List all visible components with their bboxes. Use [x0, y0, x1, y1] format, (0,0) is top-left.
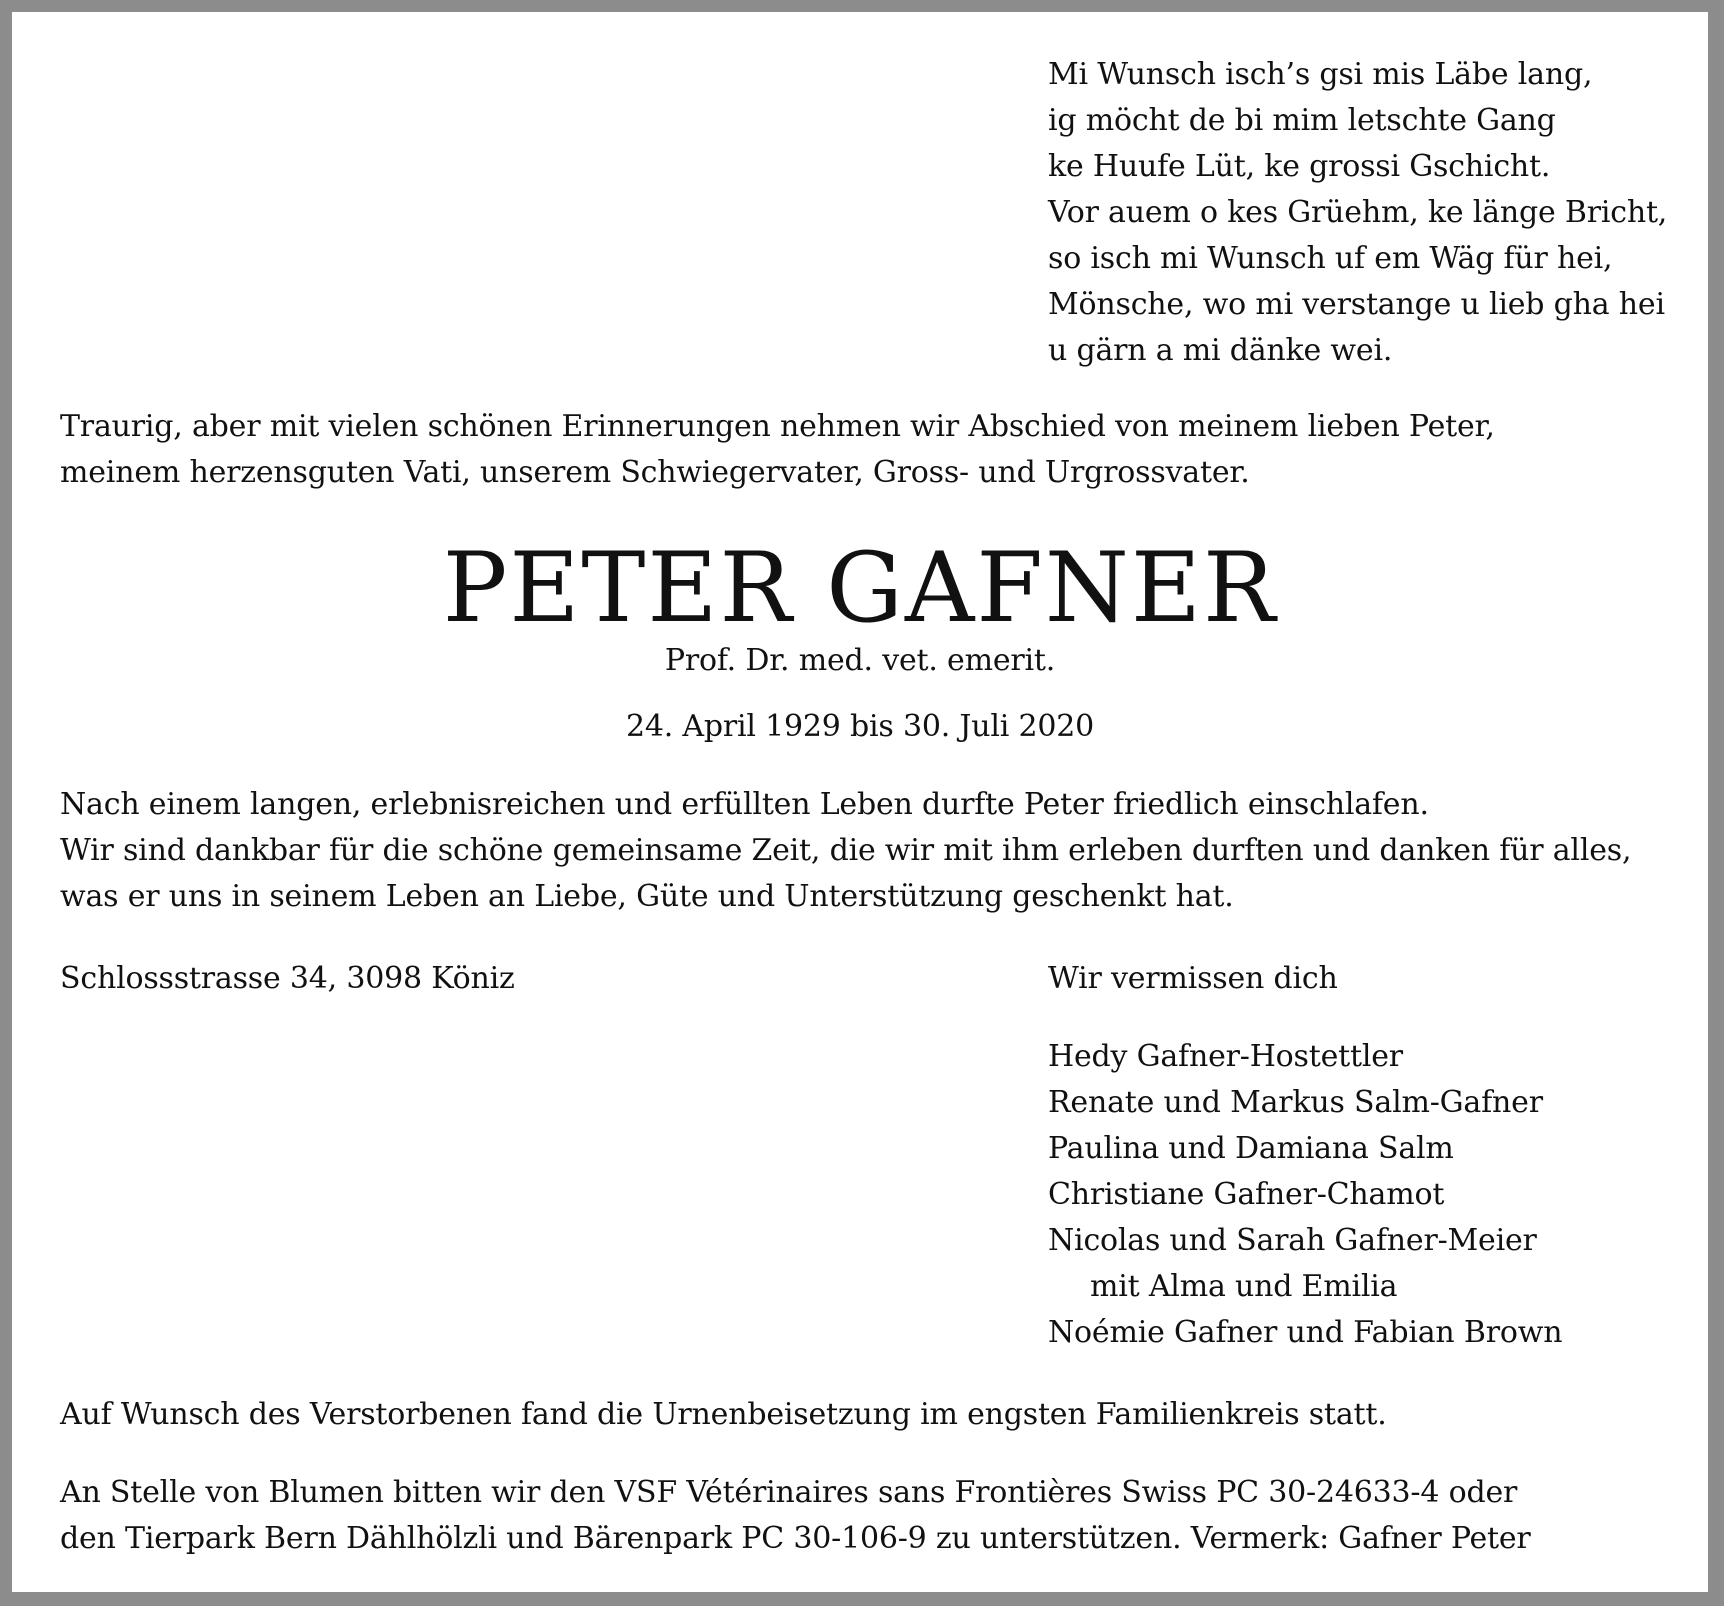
body-line: was er uns in seinem Leben an Liebe, Güte und Unterstützung geschenkt hat. — [60, 879, 1234, 914]
poem-line: ke Huufe Lüt, ke grossi Gschicht. — [1048, 149, 1551, 184]
academic-title: Prof. Dr. med. vet. emerit. — [664, 643, 1056, 678]
mourner: Renate und Markus Salm-Gafner — [1048, 1085, 1543, 1120]
obituary-page — [12, 12, 1708, 1592]
poem-line: u gärn a mi dänke wei. — [1048, 333, 1393, 368]
poem-line: Mi Wunsch isch’s gsi mis Läbe lang, — [1048, 57, 1593, 92]
deceased-name: PETER GAFNER — [442, 532, 1278, 644]
mourner: Hedy Gafner-Hostettler — [1048, 1039, 1403, 1074]
poem-line: Mönsche, wo mi verstange u lieb gha hei — [1048, 287, 1665, 322]
poem-line: Vor auem o kes Grüehm, ke länge Bricht, — [1048, 195, 1668, 230]
mourner: Nicolas und Sarah Gafner-Meier — [1048, 1223, 1537, 1258]
intro-line: Traurig, aber mit vielen schönen Erinnerungen nehmen wir Abschied von meinem lieben Peter, — [60, 409, 1495, 444]
address: Schlossstrasse 34, 3098 Köniz — [60, 961, 515, 996]
donation-line: den Tierpark Bern Dählhölzli und Bärenpark PC 30-106-9 zu unterstützen. Vermerk: Gafner Peter — [60, 1521, 1531, 1556]
donation-line: An Stelle von Blumen bitten wir den VSF Vétérinaires sans Frontières Swiss PC 30-24633-4 oder — [60, 1475, 1518, 1510]
mourners-heading: Wir vermissen dich — [1048, 961, 1338, 996]
mourner: mit Alma und Emilia — [1090, 1269, 1398, 1304]
body-line: Wir sind dankbar für die schöne gemeinsame Zeit, die wir mit ihm erleben durften und danken für alles, — [60, 833, 1632, 868]
mourner: Paulina und Damiana Salm — [1048, 1131, 1454, 1166]
mourner: Christiane Gafner-Chamot — [1048, 1177, 1445, 1212]
poem-line: so isch mi Wunsch uf em Wäg für hei, — [1048, 241, 1613, 276]
life-dates: 24. April 1929 bis 30. Juli 2020 — [625, 709, 1095, 744]
body-line: Nach einem langen, erlebnisreichen und erfüllten Leben durfte Peter friedlich einschlafen. — [60, 787, 1429, 822]
poem-line: ig möcht de bi mim letschte Gang — [1048, 103, 1556, 138]
intro-line: meinem herzensguten Vati, unserem Schwiegervater, Gross- und Urgrossvater. — [60, 455, 1250, 490]
mourner: Noémie Gafner und Fabian Brown — [1048, 1315, 1563, 1350]
burial-note: Auf Wunsch des Verstorbenen fand die Urnenbeisetzung im engsten Familienkreis statt. — [60, 1397, 1387, 1432]
